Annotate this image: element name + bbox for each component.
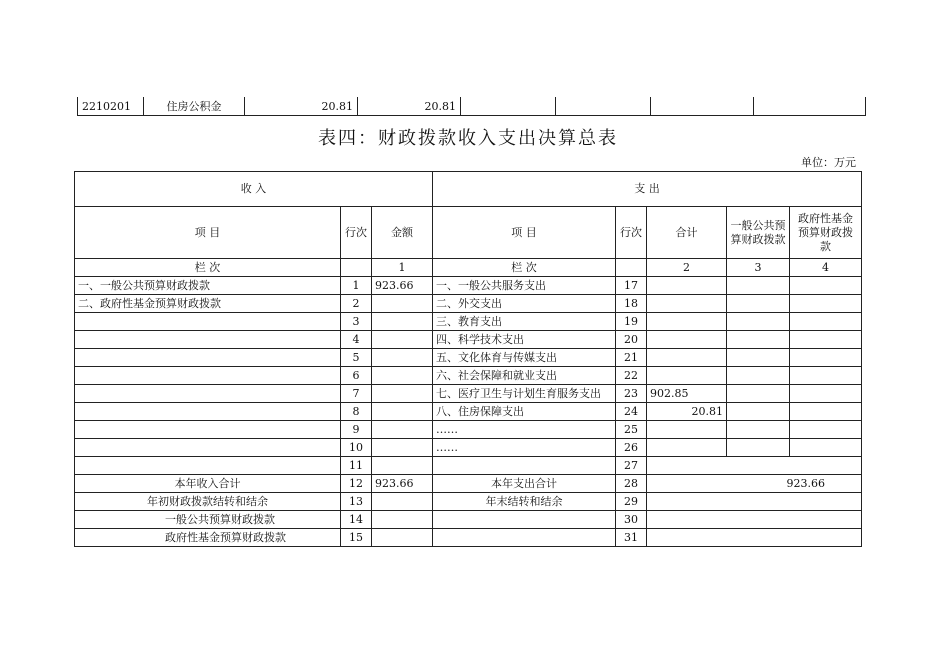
table-row	[75, 277, 862, 295]
line-number: 20	[616, 331, 647, 349]
prev-name: 住房公积金	[144, 97, 245, 116]
line-number: 24	[616, 403, 647, 421]
fund-budget-cell	[790, 439, 862, 457]
line-header: 行次	[616, 207, 647, 259]
income-amount	[372, 349, 433, 367]
income-amount	[372, 439, 433, 457]
previous-table-row	[77, 97, 866, 116]
line-number: 14	[341, 511, 372, 529]
table-row	[75, 385, 862, 403]
col-number: 2	[647, 259, 727, 277]
income-item	[75, 403, 341, 421]
line-number: 3	[341, 313, 372, 331]
expense-total	[647, 295, 727, 313]
expense-item: 七、医疗卫生与计划生育服务支出	[433, 385, 616, 403]
line-number: 28	[616, 475, 647, 493]
table-row	[75, 439, 862, 457]
expense-total	[647, 331, 727, 349]
expense-total: 902.85	[647, 385, 727, 403]
table-row	[75, 529, 862, 547]
income-item	[75, 313, 341, 331]
income-item	[75, 349, 341, 367]
income-item	[75, 385, 341, 403]
fund-budget-cell	[790, 367, 862, 385]
line-number: 23	[616, 385, 647, 403]
expense-item	[433, 529, 616, 547]
expense-value	[647, 529, 862, 547]
income-amount	[372, 493, 433, 511]
income-item: 政府性基金预算财政拨款	[75, 529, 341, 547]
expense-total	[647, 421, 727, 439]
line-number: 26	[616, 439, 647, 457]
expense-value: 923.66	[647, 475, 862, 493]
general-budget-cell	[727, 367, 790, 385]
table-row	[75, 331, 862, 349]
expense-total	[647, 349, 727, 367]
fund-budget-cell	[790, 295, 862, 313]
income-amount	[372, 457, 433, 475]
expense-item: 年末结转和结余	[433, 493, 616, 511]
income-amount	[372, 403, 433, 421]
line-number: 2	[341, 295, 372, 313]
income-item: 一、一般公共预算财政拨款	[75, 277, 341, 295]
table-row	[75, 457, 862, 475]
expense-header: 支 出	[433, 172, 862, 207]
col-number: 1	[372, 259, 433, 277]
line-number: 27	[616, 457, 647, 475]
general-budget-cell	[727, 313, 790, 331]
general-budget-cell	[727, 421, 790, 439]
general-budget-header: 一般公共预算财政拨款	[727, 207, 790, 259]
line-number: 8	[341, 403, 372, 421]
unit-label: 单位：万元	[801, 156, 856, 169]
general-budget-cell	[727, 331, 790, 349]
expense-item: 八、住房保障支出	[433, 403, 616, 421]
income-amount	[372, 511, 433, 529]
general-budget-cell	[727, 439, 790, 457]
fund-budget-cell	[790, 421, 862, 439]
page-title: 表四：财政拨款收入支出决算总表	[318, 128, 618, 149]
col-number: 3	[727, 259, 790, 277]
prev-code: 2210201	[78, 97, 144, 116]
line-number: 29	[616, 493, 647, 511]
expense-value	[647, 511, 862, 529]
income-item: 年初财政拨款结转和结余	[75, 493, 341, 511]
line-number: 1	[341, 277, 372, 295]
income-amount	[372, 295, 433, 313]
budget-table	[74, 171, 862, 547]
line-number: 18	[616, 295, 647, 313]
income-amount	[372, 313, 433, 331]
fund-budget-cell	[790, 385, 862, 403]
general-budget-cell	[727, 403, 790, 421]
income-item: 二、政府性基金预算财政拨款	[75, 295, 341, 313]
fund-budget-cell	[790, 403, 862, 421]
fund-budget-cell	[790, 277, 862, 295]
line-number: 19	[616, 313, 647, 331]
income-item	[75, 331, 341, 349]
income-amount: 923.66	[372, 277, 433, 295]
income-amount	[372, 331, 433, 349]
line-number: 30	[616, 511, 647, 529]
col-label: 栏 次	[433, 259, 616, 277]
income-item: 本年收入合计	[75, 475, 341, 493]
expense-item: 一、一般公共服务支出	[433, 277, 616, 295]
amount-header: 金额	[372, 207, 433, 259]
income-item	[75, 367, 341, 385]
income-item	[75, 439, 341, 457]
expense-value	[647, 457, 862, 475]
line-number: 13	[341, 493, 372, 511]
income-amount: 923.66	[372, 475, 433, 493]
expense-total	[647, 277, 727, 295]
line-number: 5	[341, 349, 372, 367]
table-row	[75, 493, 862, 511]
item-header: 项 目	[433, 207, 616, 259]
prev-value: 20.81	[245, 97, 358, 116]
line-number: 25	[616, 421, 647, 439]
income-amount	[372, 367, 433, 385]
col-number: 4	[790, 259, 862, 277]
line-number: 7	[341, 385, 372, 403]
expense-item	[433, 457, 616, 475]
general-budget-cell	[727, 277, 790, 295]
expense-item: ……	[433, 439, 616, 457]
income-amount	[372, 421, 433, 439]
total-header: 合计	[647, 207, 727, 259]
income-header: 收 入	[75, 172, 433, 207]
line-number: 31	[616, 529, 647, 547]
expense-item: 三、教育支出	[433, 313, 616, 331]
income-item	[75, 421, 341, 439]
table-row	[75, 475, 862, 493]
general-budget-cell	[727, 349, 790, 367]
item-header: 项 目	[75, 207, 341, 259]
expense-item: 五、文化体育与传媒支出	[433, 349, 616, 367]
table-row	[75, 295, 862, 313]
income-amount	[372, 385, 433, 403]
table-row	[75, 421, 862, 439]
table-row	[75, 403, 862, 421]
col-label: 栏 次	[75, 259, 341, 277]
expense-item: 四、科学技术支出	[433, 331, 616, 349]
fund-budget-cell	[790, 331, 862, 349]
line-number: 11	[341, 457, 372, 475]
line-number: 17	[616, 277, 647, 295]
fund-budget-header: 政府性基金预算财政拨款	[790, 207, 862, 259]
general-budget-cell	[727, 295, 790, 313]
line-number: 9	[341, 421, 372, 439]
table-row	[75, 349, 862, 367]
line-number: 15	[341, 529, 372, 547]
expense-item: ……	[433, 421, 616, 439]
line-number: 22	[616, 367, 647, 385]
table-row	[75, 313, 862, 331]
expense-total: 20.81	[647, 403, 727, 421]
prev-value: 20.81	[358, 97, 461, 116]
expense-total	[647, 313, 727, 331]
line-header: 行次	[341, 207, 372, 259]
expense-item	[433, 511, 616, 529]
expense-item: 二、外交支出	[433, 295, 616, 313]
expense-item: 六、社会保障和就业支出	[433, 367, 616, 385]
line-number: 4	[341, 331, 372, 349]
table-row	[75, 367, 862, 385]
expense-item: 本年支出合计	[433, 475, 616, 493]
fund-budget-cell	[790, 313, 862, 331]
line-number: 21	[616, 349, 647, 367]
expense-value	[647, 493, 862, 511]
general-budget-cell	[727, 385, 790, 403]
line-number: 6	[341, 367, 372, 385]
table-row	[75, 511, 862, 529]
expense-total	[647, 367, 727, 385]
expense-total	[647, 439, 727, 457]
line-number: 10	[341, 439, 372, 457]
line-number: 12	[341, 475, 372, 493]
income-amount	[372, 529, 433, 547]
income-item: 一般公共预算财政拨款	[75, 511, 341, 529]
income-item	[75, 457, 341, 475]
fund-budget-cell	[790, 349, 862, 367]
